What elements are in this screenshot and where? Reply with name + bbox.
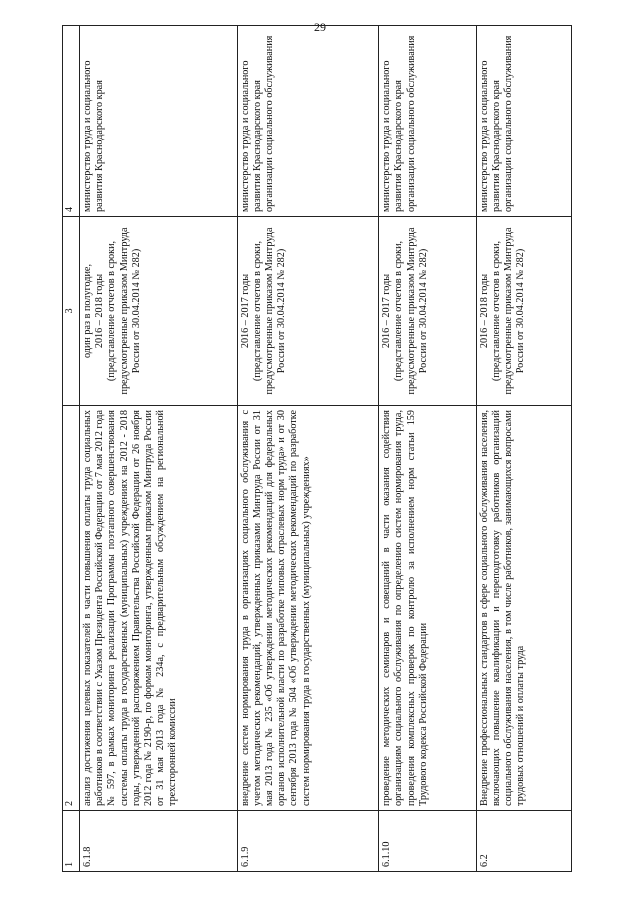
period-line: 2016 – 2017 годы — [381, 273, 393, 349]
row-responsible: министерство труда и социального развития Краснодарского края — [80, 26, 238, 217]
row-responsible: министерство труда и социального развития Краснодарского края организации социального обслуживания — [476, 26, 571, 217]
period-line: (представление отчетов в сроки, предусмотренные приказом Минтруда России от 30.04.2014 № 282) — [251, 227, 288, 395]
row-description: Внедрение профессиональных стандартов в сфере социального обслуживания населения, включающих повышение квалификации и переподготовку работников организаций социального обслуживания населения, в том числе работников, занимающихся вопросами трудовых отношений и оплаты труда — [476, 406, 571, 811]
row-number: 6.2 — [476, 811, 571, 872]
page-number: 29 — [314, 20, 326, 34]
row-period — [476, 217, 571, 406]
period-line: (представление отчетов в сроки, предусмотренные приказом Минтруда России от 30.04.2014 № 282) — [393, 227, 429, 395]
column-header: 3 — [63, 217, 80, 406]
period-line: (представление отчетов в сроки, предусмотренные приказом Минтруда России от 30.04.2014 № 282) — [106, 227, 142, 395]
period-line: один раз в полугодие, — [82, 264, 94, 358]
period-line: (представление отчетов в сроки, предусмотренные приказом Минтруда России от 30.04.2014 № 282) — [490, 227, 527, 395]
column-header: 4 — [63, 26, 80, 217]
table-header-row — [63, 26, 80, 872]
period-line: 2016 – 2018 годы — [94, 273, 106, 349]
plan-table — [62, 25, 572, 872]
row-responsible: министерство труда и социального развития Краснодарского края организации социального обслуживания — [379, 26, 476, 217]
row-number: 6.1.10 — [379, 811, 476, 872]
column-header: 2 — [63, 406, 80, 811]
row-period — [80, 217, 238, 406]
column-header: 1 — [63, 811, 80, 872]
table-row — [237, 26, 379, 872]
period-line: 2016 – 2017 годы — [239, 273, 251, 349]
table-row — [80, 26, 238, 872]
row-number: 6.1.9 — [237, 811, 379, 872]
row-description: внедрение систем нормирования труда в организациях социального обслуживания с учетом методических рекомендаций, утвержденных приказами Минтруда России от 31 мая 2013 года № 235 «Об утверждении методических рекомендаций для федеральных органов исполнительной власти по разработке типовых отраслевых норм труда» и от 30 сентября 2013 года № 504 «Об утверждении методических рекомендаций по разработке систем нормирования труда в государственных (муниципальных) учреждениях» — [237, 406, 379, 811]
period-line: 2016 – 2018 годы — [478, 273, 490, 349]
row-number: 6.1.8 — [80, 811, 238, 872]
table-row — [476, 26, 571, 872]
rotated-table-container — [62, 35, 572, 872]
row-responsible: министерство труда и социального развития Краснодарского края организации социального обслуживания — [237, 26, 379, 217]
row-description: анализ достижения целевых показателей в части повышения оплаты труда социальных работников в соответствии с Указом Президента Российской Федерации от 7 мая 2012 года № 597, в рамках мониторинга реализации Программы поэтапного совершенствования системы оплаты труда в государственных (муниципальных) учреждениях на 2012 - 2018 годы, утвержденной распоряжением Правительства Российской Федерации от 26 ноября 2012 года № 2190-р, по формам мониторинга, утвержденным приказом Минтруда России от 31 мая 2013 года № 234а, с предварительным обсуждением на региональной трехсторонней комиссии — [80, 406, 238, 811]
table-row — [379, 26, 476, 872]
row-period — [379, 217, 476, 406]
row-period — [237, 217, 379, 406]
row-description: проведение методических семинаров и совещаний в части оказания содействия организациям социального обслуживания по определению систем нормирования труда, проведения комплексных проверок по контролю за исполнением норм статьи 159 Трудового кодекса Российской Федерации — [379, 406, 476, 811]
